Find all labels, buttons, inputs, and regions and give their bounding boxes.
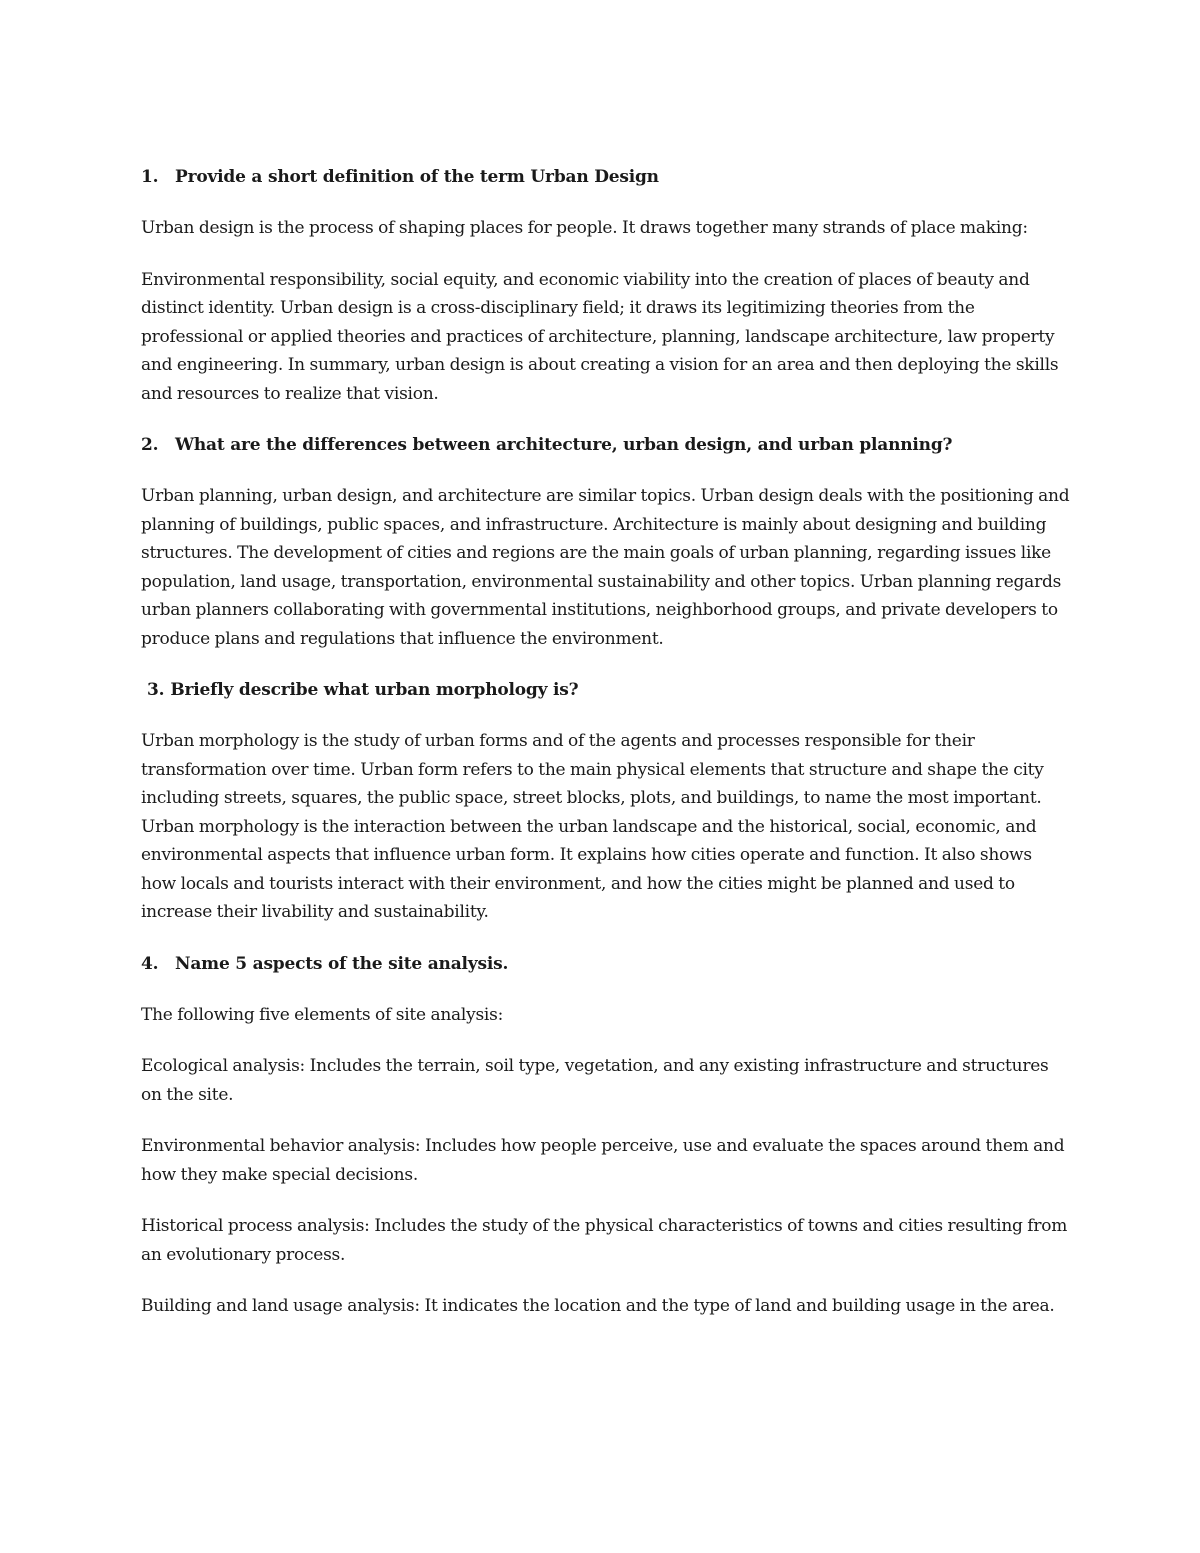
question-text: Briefly describe what urban morphology is? bbox=[170, 680, 579, 700]
answer-paragraph: The following five elements of site analysis: bbox=[141, 1004, 504, 1025]
answer-paragraph: Environmental behavior analysis: Includes how people perceive, use and evaluate the spaces around them and how they make special decisions. bbox=[141, 1136, 1065, 1185]
answer-paragraph: Building and land usage analysis: It indicates the location and the type of land and building usage in the area. bbox=[141, 1296, 1055, 1316]
answer-paragraph: Ecological analysis: Includes the terrain, soil type, vegetation, and any existing infrastructure and structures on the site. bbox=[141, 1056, 1049, 1105]
answer-paragraph: Urban design is the process of shaping places for people. It draws together many strands of place making: bbox=[141, 218, 1028, 238]
question-text: What are the differences between architecture, urban design, and urban planning? bbox=[175, 435, 953, 455]
question-number: 1. bbox=[141, 167, 159, 187]
answer-paragraph: Urban morphology is the study of urban forms and of the agents and processes responsible for their transformation over time. Urban form refers to the main physical elements that structure and shape the city including streets, squares, the public space, street blocks, plots, and buildings, to name the most important. Urban morphology is the interaction between the urban landscape and the historical, social, economic, and environmental aspects that influence urban form. It explains how cities operate and function. It also shows how locals and tourists interact with their environment, and how the cities might be planned and used to increase their livability and sustainability. bbox=[141, 731, 1044, 922]
question-number: 4. bbox=[141, 953, 159, 974]
question-number: 3. bbox=[147, 680, 165, 700]
section-2 bbox=[141, 431, 1071, 653]
question-text: Provide a short definition of the term Urban Design bbox=[175, 167, 659, 187]
answer-paragraph: Environmental responsibility, social equity, and economic viability into the creation of places of beauty and distinct identity. Urban design is a cross-disciplinary field; it draws its legitimizing theories from the professional or applied theories and practices of architecture, planning, landscape architecture, law property and engineering. In summary, urban design is about creating a vision for an area and then deploying the skills and resources to realize that vision. bbox=[141, 269, 1059, 404]
document-page bbox=[141, 163, 1071, 1344]
question-heading bbox=[141, 950, 1071, 978]
question-heading bbox=[141, 676, 1071, 704]
answer-paragraph: Urban planning, urban design, and architecture are similar topics. Urban design deals with the positioning and planning of buildings, public spaces, and infrastructure. Architecture is mainly about designing and building structures. The development of cities and regions are the main goals of urban planning, regarding issues like population, land usage, transportation, environmental sustainability and other topics. Urban planning regards urban planners collaborating with governmental institutions, neighborhood groups, and private developers to produce plans and regulations that influence the environment. bbox=[141, 486, 1070, 649]
question-number: 2. bbox=[141, 435, 159, 455]
answer-paragraph: Historical process analysis: Includes the study of the physical characteristics of towns and cities resulting from an evolutionary process. bbox=[141, 1216, 1068, 1265]
section-4 bbox=[141, 950, 1071, 1321]
question-heading bbox=[141, 163, 1071, 191]
question-heading bbox=[141, 431, 1071, 459]
question-text: Name 5 aspects of the site analysis. bbox=[175, 953, 509, 974]
section-3 bbox=[141, 676, 1071, 927]
section-1 bbox=[141, 163, 1071, 408]
